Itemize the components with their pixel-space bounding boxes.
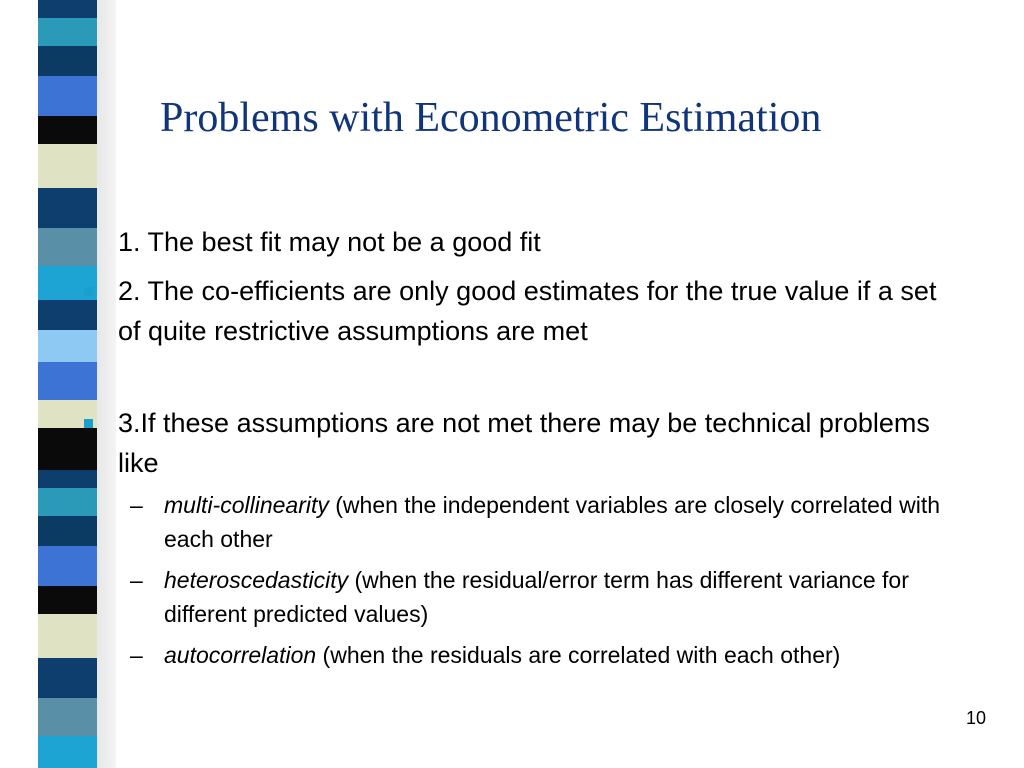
stripe-block [38,698,97,736]
stripe-block [38,144,97,188]
point-1-text: 1. The best fit may not be a good fit [118,227,541,257]
point-3-text: 3.If these assumptions are not met there may be technical problems like [118,408,930,478]
stripe-block [38,614,97,658]
stripe-block [38,76,97,116]
stripe-block [38,546,97,586]
stripe-block [38,362,97,400]
stripe-block [38,488,97,516]
subpoint-1-desc: (when the independent variables are closely correlated with each other [164,492,941,552]
stripe-block [38,658,97,698]
stripe-block [38,0,97,18]
stripe-block [38,228,97,266]
stripe-block [38,586,97,614]
decorative-color-stripe [38,0,97,768]
stripe-block [38,470,97,488]
stripe-block [38,330,97,362]
bullet-2-marker [84,287,93,296]
stripe-block [38,428,97,470]
page-number: 10 [966,708,987,728]
slide-title: Problems with Econometric Estimation [160,95,822,141]
stripe-block [38,736,97,768]
bullet-3-marker [84,419,93,428]
stripe-block [38,18,97,46]
subpoint-2-term: heteroscedasticity [164,567,349,593]
stripe-block [38,188,97,228]
stripe-block [38,516,97,546]
subpoint-2 [164,563,964,631]
subpoint-3-dash: – [130,642,143,668]
subpoint-1 [164,488,964,556]
subpoint-1-dash: – [130,492,143,518]
stripe-block [38,46,97,76]
subpoint-3-desc: (when the residuals are correlated with each other) [316,642,841,668]
subpoint-3 [164,638,964,672]
subpoint-1-term: multi-collinearity [164,492,329,518]
stripe-block [38,116,97,144]
subpoint-2-dash: – [130,567,143,593]
subpoint-3-term: autocorrelation [164,642,317,668]
subpoint-2-desc: (when the residual/error term has different variance for different predicted values) [164,567,909,627]
point-2-text: 2. The co-efficients are only good estimates for the true value if a set of quite restrictive assumptions are met [118,276,937,346]
stripe-block [38,300,97,330]
